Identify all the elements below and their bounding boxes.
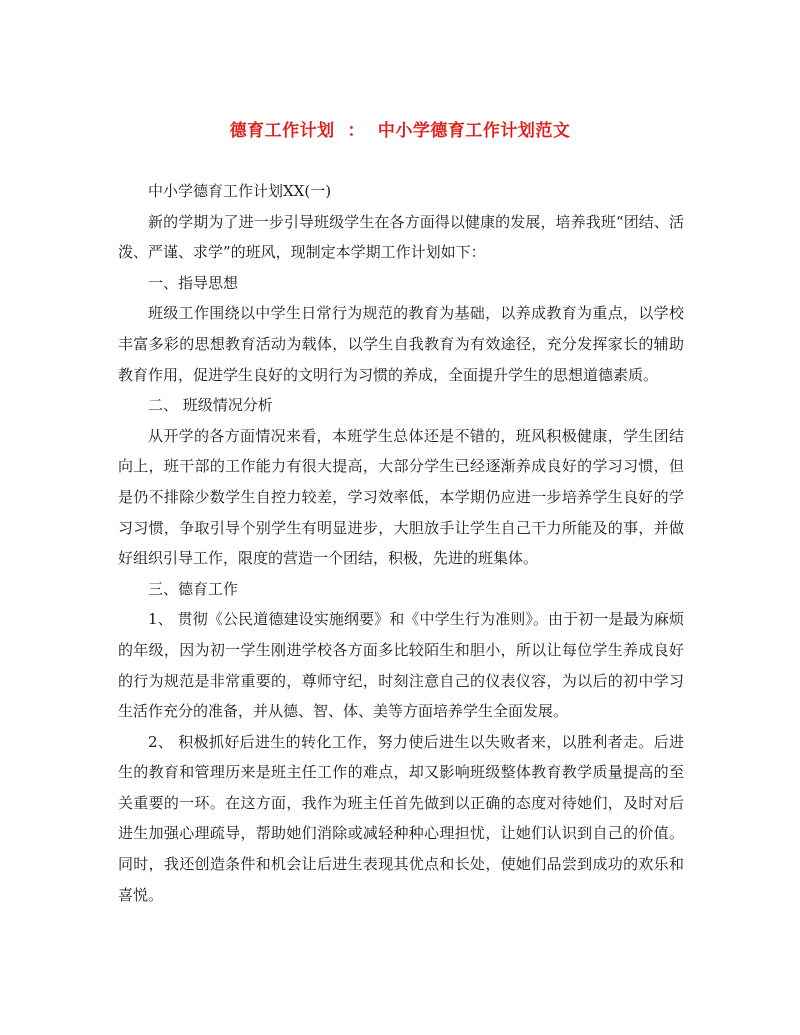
paragraph-moral-work-item-1: 1、 贯彻《公民道德建设实施纲要》和《中学生行为准则》。由于初一是最为麻烦的年级，因为初一学生刚进学校各方面多比较陌生和胆小，所以让每位学生养成良好的行为规范是非常重要的，尊师守纪，时刻注意自己的仪表仪容，为以后的初中学习生活作充分的准备，并从德、智、体、美等方面培养学生全面发展。 <box>118 610 684 721</box>
section-heading-moral-work: 三、德育工作 <box>148 579 239 598</box>
paragraph-subtitle: 中小学德育工作计划XX(一) <box>148 182 332 200</box>
section-heading-class-analysis: 二、 班级情况分析 <box>148 396 273 415</box>
paragraph-intro: 新的学期为了进一步引导班级学生在各方面得以健康的发展，培养我班“团结、活泼、严谨、求学”的班风，现制定本学期工作计划如下： <box>118 212 684 262</box>
paragraph-moral-work-item-2: 2、 积极抓好后进生的转化工作，努力使后进生以失败者来，以胜利者走。后进生的教育和管理历来是班主任工作的难点，却又影响班级整体教育教学质量提高的至关重要的一环。在这方面，我作为班主任首先做到以正确的态度对待她们，及时对后进生加强心理疏导，帮助她们消除或减轻种种心理担忧，让她们认识到自己的价值。同时，我还创造条件和机会让后进生表现其优点和长处，使她们品尝到成功的欢乐和喜悦。 <box>118 732 684 904</box>
paragraph-guiding-idea: 班级工作围绕以中学生日常行为规范的教育为基础，以养成教育为重点，以学校丰富多彩的思想教育活动为载体，以学生自我教育为有效途径，充分发挥家长的辅助教育作用，促进学生良好的文明行为习惯的养成，全面提升学生的思想道德素质。 <box>118 304 684 384</box>
paragraph-class-analysis: 从开学的各方面情况来看，本班学生总体还是不错的，班风积极健康，学生团结向上，班干部的工作能力有很大提高，大部分学生已经逐渐养成良好的学习习惯，但是仍不排除少数学生自控力较差，学习效率低，本学期仍应进一步培养学生良好的学习习惯，争取引导个别学生有明显进步，大胆放手让学生自己干力所能及的事，并做好组织引导工作，限度的营造一个团结，积极，先进的班集体。 <box>118 426 684 568</box>
document-body <box>118 176 684 910</box>
section-heading-guiding-idea: 一、指导思想 <box>148 273 239 292</box>
document-title: 德育工作计划 ： 中小学德育工作计划范文 <box>229 121 571 141</box>
